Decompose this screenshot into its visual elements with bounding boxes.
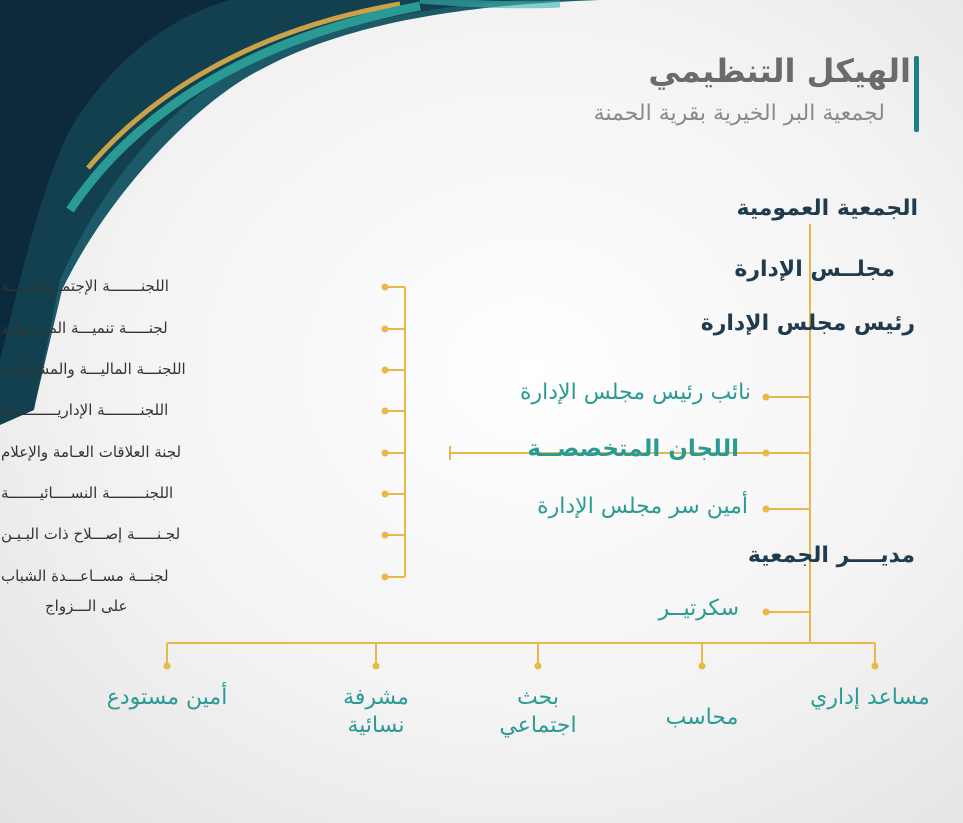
- page-title: الهيكل التنظيمي: [648, 52, 911, 90]
- node-general-assembly: الجمعية العمومية: [736, 196, 918, 221]
- committee-item: اللجنـــة الماليـــة والمشتريات: [1, 360, 186, 378]
- page-subtitle: لجمعية البر الخيرية بقرية الحمنة: [593, 101, 885, 126]
- staff-warehouse-keeper: أمين مستودع: [106, 685, 228, 710]
- committee-item: لجنـــــة تنميـــة المـــــوارد: [1, 319, 168, 337]
- node-board: مجلــس الإدارة: [734, 257, 895, 282]
- title-accent-bar: [914, 56, 919, 132]
- committee-item: لجـنـــــة إصـــلاح ذات البـيـن: [1, 525, 181, 543]
- staff-women-supervisor: مشرفة نسائية: [343, 685, 409, 738]
- node-specialized-committees: اللجان المتخصصــة: [527, 436, 739, 462]
- node-board-secretary: أمين سر مجلس الإدارة: [537, 494, 748, 519]
- node-board-chairman: رئيس مجلس الإدارة: [700, 311, 915, 336]
- committee-item: اللجنــــــــة النســــائيـــــــة: [1, 484, 174, 502]
- committee-item: لجنـــة مســاعـــدة الشباب: [1, 567, 169, 585]
- staff-accountant: محاسب: [665, 705, 739, 730]
- committee-item-continued: على الـــزواج: [45, 597, 128, 615]
- node-director: مديــــر الجمعية: [747, 543, 915, 568]
- committee-item: لجنة العلاقات العـامة والإعلام: [1, 443, 182, 461]
- committee-item: اللجنــــــــة الإداريـــــــــــة: [1, 401, 169, 419]
- staff-admin-assistant: مساعد إداري: [810, 685, 930, 710]
- node-vice-chairman: نائب رئيس مجلس الإدارة: [520, 380, 751, 405]
- committee-item: اللجنـــــــة الإجتمـــاعيـــــة: [1, 277, 169, 295]
- staff-social-research: بحث اجتماعي: [499, 685, 577, 738]
- node-secretary: سكرتيــر: [658, 596, 739, 621]
